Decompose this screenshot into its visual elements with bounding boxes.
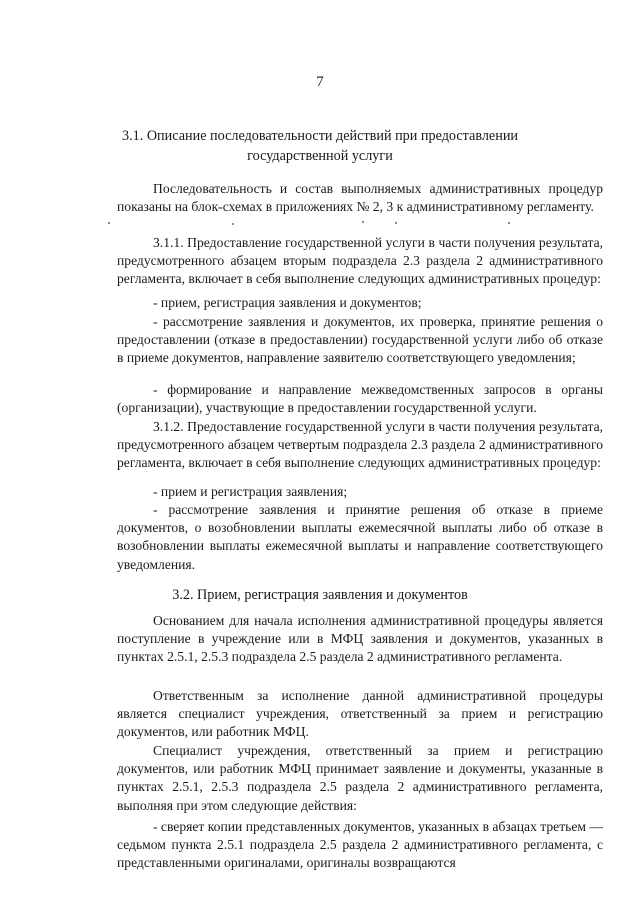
section-3-1-heading-line2: государственной услуги: [247, 148, 393, 164]
section-3-1-paragraph-1: Последовательность и состав выполняемых административных процедур показаны на блок-схемах в приложениях № 2, 3 к административному регламенту.: [117, 181, 603, 215]
section-3-2-heading: 3.2. Прием, регистрация заявления и документов: [172, 587, 468, 603]
section-3-2-paragraph-2: Ответственным за исполнение данной административной процедуры является специалист учреждения, ответственный за прием и регистрацию документов, или работник МФЦ.: [117, 688, 603, 740]
section-3-1-heading: [110, 126, 530, 166]
section-3-1-1-item-1: - прием, регистрация заявления и документов;: [153, 295, 422, 310]
section-3-1-heading-line1: 3.1. Описание последовательности действий при предоставлении: [121, 128, 519, 144]
section-3-1-2-paragraph: 3.1.2. Предоставление государственной услуги в части получения результата, предусмотренного абзацем четвертым подраздела 2.3 раздела 2 административного регламента, включает в себя выполнение следующих административных процедур:: [117, 419, 603, 471]
scan-speck: [362, 221, 364, 223]
scan-speck: [508, 222, 510, 224]
section-3-2-paragraph-3: Специалист учреждения, ответственный за прием и регистрацию документов, или работник МФЦ принимает заявление и документы, указанные в пунктах 2.5.1, 2.5.3 подраздела 2.5 раздела 2 административного регламента, выполняя при этом следующие действия:: [117, 743, 603, 813]
section-3-1-2-item-1: - прием и регистрация заявления;: [153, 484, 348, 499]
scan-speck: [232, 223, 234, 225]
section-3-2-paragraph-4: - сверяет копии представленных документов, указанных в абзацах третьем — седьмом пункта 2.5.1 подраздела 2.5 раздела 2 административного регламента, с представленными оригиналами, оригиналы возвращаются: [117, 819, 603, 871]
page-number: 7: [316, 74, 324, 90]
section-3-1-1-paragraph: 3.1.1. Предоставление государственной услуги в части получения результата, предусмотренного абзацем вторым подраздела 2.3 раздела 2 административного регламента, включает в себя выполнение следующих административных процедур:: [117, 235, 603, 287]
section-3-1-2-item-2: - рассмотрение заявления и принятие решения об отказе в приеме документов, о возобновлении выплаты ежемесячной выплаты либо об отказе в возобновлении выплаты ежемесячной выплаты и направление соответствующего уведомления.: [117, 502, 603, 572]
section-3-2-paragraph-1: Основанием для начала исполнения административной процедуры является поступление в учреждение или в МФЦ заявления и документов, указанных в пунктах 2.5.1, 2.5.3 подраздела 2.5 раздела 2 административного регламента.: [117, 613, 603, 665]
section-3-1-1-item-2: - рассмотрение заявления и документов, их проверка, принятие решения о предоставлении (отказе в предоставлении) государственной услуги либо об отказе в приеме документов, направление заявителю соответствующего уведомления;: [117, 314, 603, 366]
scan-speck: [108, 222, 110, 224]
scan-speck: [395, 222, 397, 224]
section-3-1-1-item-3: - формирование и направление межведомственных запросов в органы (организации), участвующие в предоставлении государственной услуги.: [117, 382, 603, 416]
